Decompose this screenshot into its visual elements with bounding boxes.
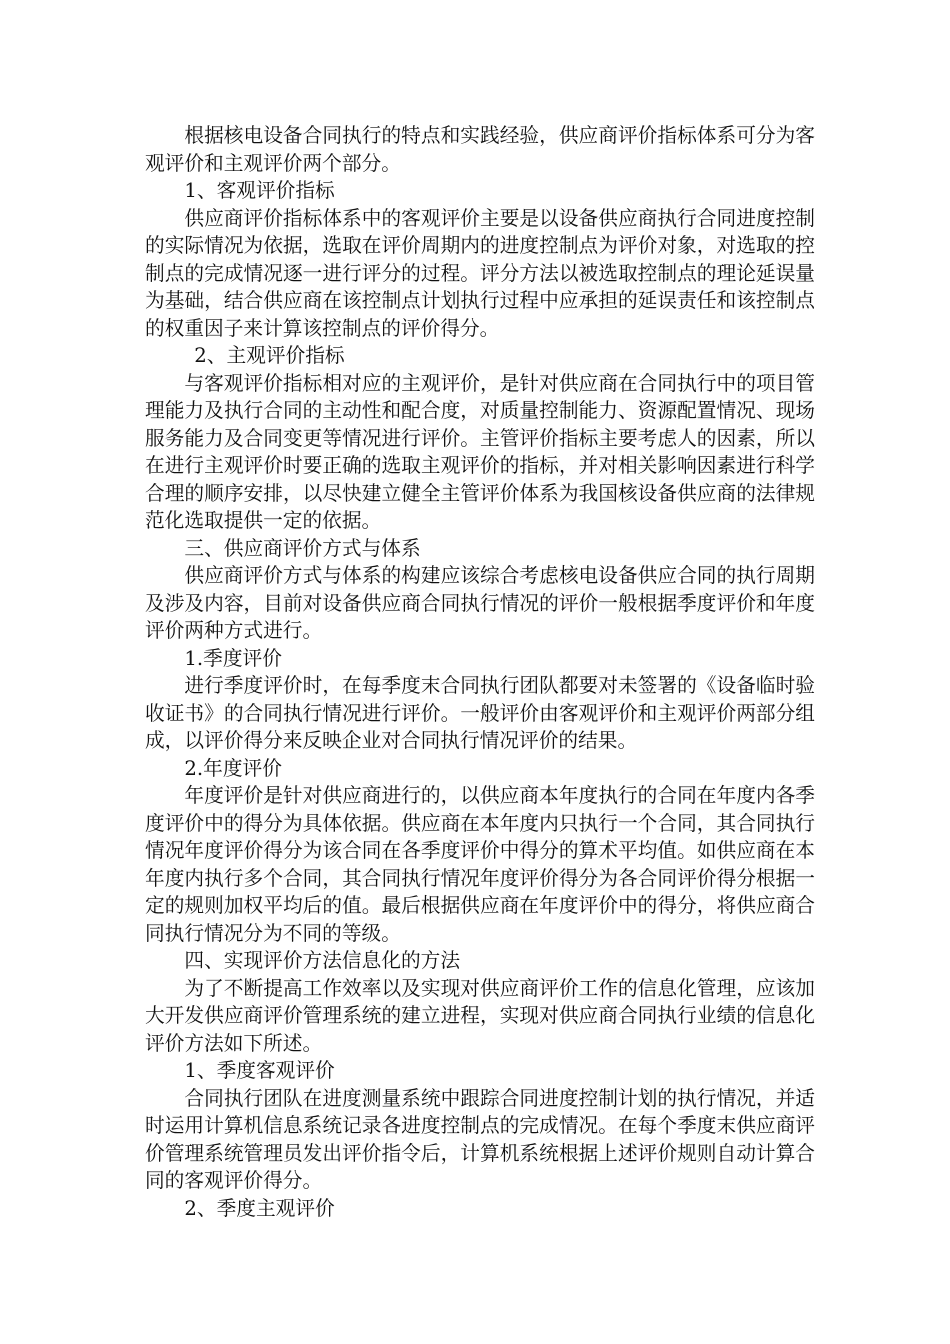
heading-objective-indicators: 1、客观评价指标 [184, 179, 335, 202]
paragraph-evaluation-modes: 供应商评价方式与体系的构建应该综合考虑核电设备供应合同的执行周期及涉及内容，目前对设备供应商合同执行情况的评价一般根据季度评价和年度评价两种方式进行。 [145, 564, 815, 642]
paragraph-quarterly-objective: 合同执行团队在进度测量系统中跟踪合同进度控制计划的执行情况，并适时运用计算机信息系统记录各进度控制点的完成情况。在每个季度末供应商评价管理系统管理员发出评价指令后，计算机系统根据上述评价规则自动计算合同的客观评价得分。 [145, 1086, 815, 1192]
heading-section-three: 三、供应商评价方式与体系 [184, 536, 421, 560]
paragraph-subjective: 与客观评价指标相对应的主观评价，是针对供应商在合同执行中的项目管理能力及执行合同的主动性和配合度，对质量控制能力、资源配置情况、现场服务能力及合同变更等情况进行评价。主管评价指标主要考虑人的因素，所以在进行主观评价时要正确的选取主观评价的指标，并对相关影响因素进行科学合理的顺序安排，以尽快建立健全主管评价体系为我国核设备供应商的法律规范化选取提供一定的依据。 [145, 371, 815, 532]
heading-annual-evaluation: 2.年度评价 [184, 756, 282, 780]
paragraph-annual: 年度评价是针对供应商进行的，以供应商本年度执行的合同在年度内各季度评价中的得分为具体依据。供应商在本年度内只执行一个合同，其合同执行情况年度评价得分为该合同在各季度评价中得分的算术平均值。如供应商在本年度内执行多个合同，其合同执行情况年度评价得分为各合同评价得分根据一定的规则加权平均后的值。最后根据供应商在年度评价中的得分，将供应商合同执行情况分为不同的等级。 [145, 784, 815, 945]
document-page [145, 122, 815, 1222]
paragraph-quarterly: 进行季度评价时，在每季度末合同执行团队都要对未签署的《设备临时验收证书》的合同执行情况进行评价。一般评价由客观评价和主观评价两部分组成，以评价得分来反映企业对合同执行情况评价的结果。 [145, 674, 815, 752]
paragraph-informatization: 为了不断提高工作效率以及实现对供应商评价工作的信息化管理，应该加大开发供应商评价管理系统的建立进程，实现对供应商合同执行业绩的信息化评价方法如下所述。 [145, 976, 815, 1055]
heading-quarterly-objective: 1、季度客观评价 [184, 1059, 335, 1082]
paragraph-objective: 供应商评价指标体系中的客观评价主要是以设备供应商执行合同进度控制的实际情况为依据，选取在评价周期内的进度控制点为评价对象，对选取的控制点的完成情况逐一进行评分的过程。评分方法以被选取控制点的理论延误量为基础，结合供应商在该控制点计划执行过程中应承担的延误责任和该控制点的权重因子来计算该控制点的评价得分。 [145, 206, 815, 340]
heading-quarterly-subjective: 2、季度主观评价 [184, 1196, 335, 1220]
paragraph-intro: 根据核电设备合同执行的特点和实践经验，供应商评价指标体系可分为客观评价和主观评价两个部分。 [145, 124, 815, 175]
heading-section-four: 四、实现评价方法信息化的方法 [184, 949, 461, 972]
heading-subjective-indicators: 2、主观评价指标 [194, 344, 345, 367]
heading-quarterly-evaluation: 1.季度评价 [184, 646, 282, 670]
